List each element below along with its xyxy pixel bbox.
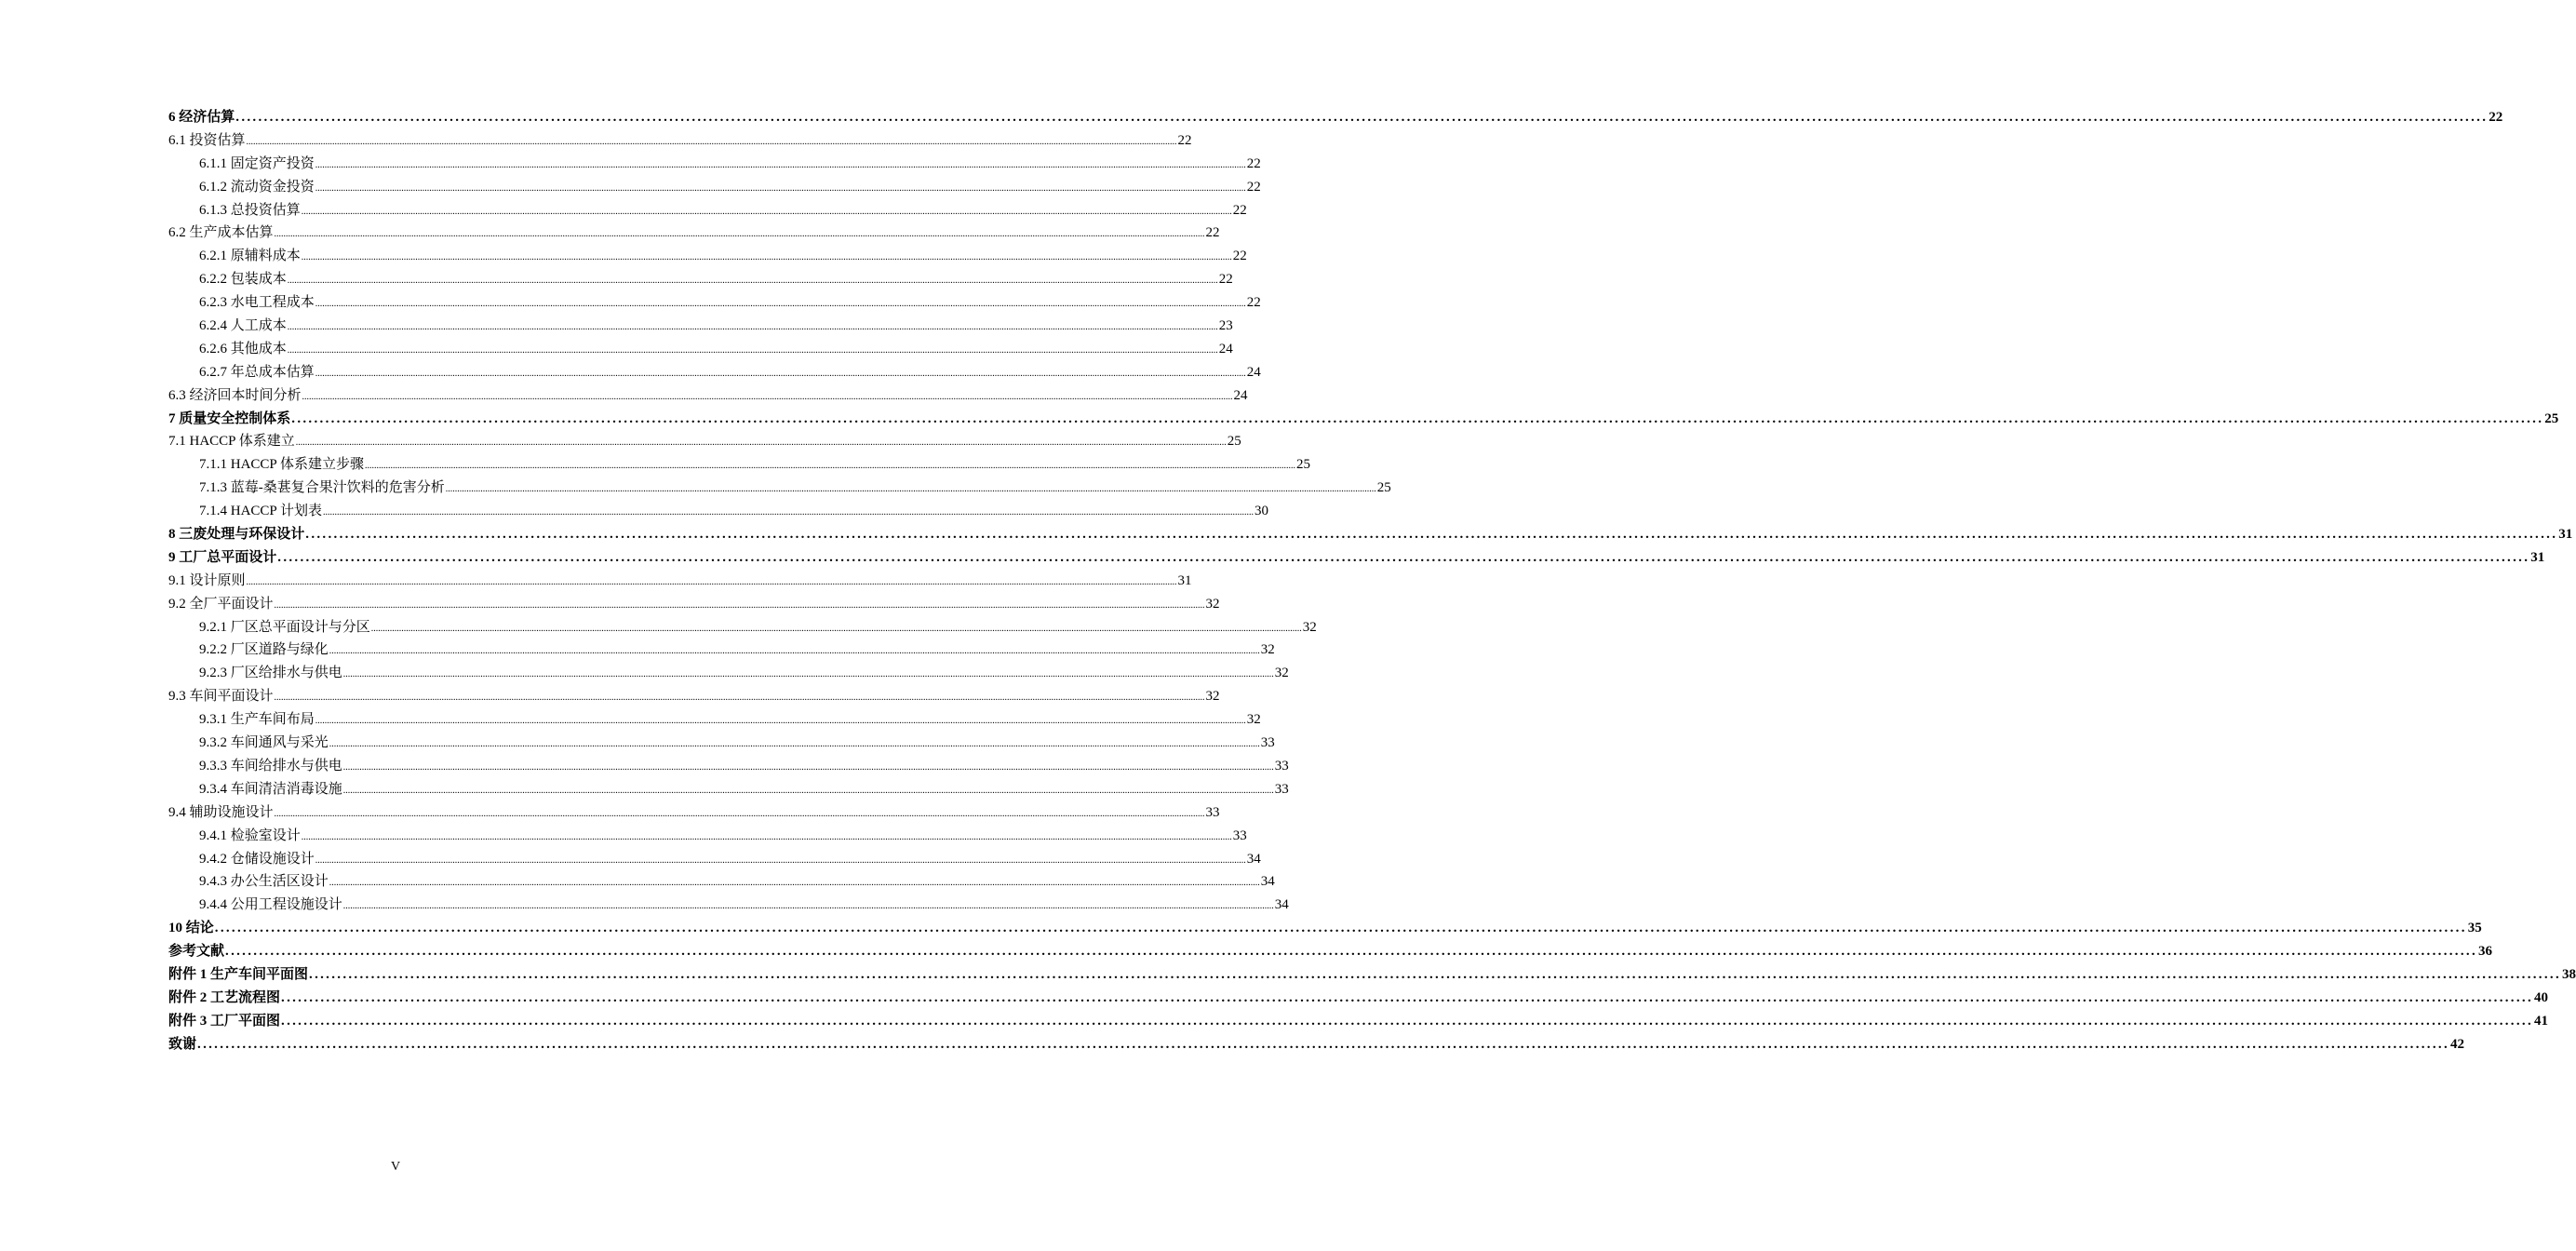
toc-dot-leader: ................................................................................................................................................................................................................................................................................................................................................................................................................ — [301, 206, 1232, 217]
toc-entry[interactable] — [168, 361, 1261, 384]
toc-entry[interactable] — [168, 870, 1275, 894]
toc-entry-page: 33 — [1274, 758, 1289, 773]
toc-dot-leader: ................................................................................................................................................................................................................................................................................................................................................................................................................ — [274, 599, 1205, 611]
toc-entry-title: 9.4.2 仓储设施设计 — [199, 851, 315, 867]
toc-entry-title: 6.2 生产成本估算 — [168, 225, 274, 241]
toc-entry-title: 9.1 设计原则 — [168, 572, 246, 588]
toc-entry-page: 34 — [1260, 874, 1275, 890]
toc-entry[interactable] — [168, 384, 1248, 408]
toc-entry-page: 32 — [1302, 619, 1317, 635]
toc-entry-title: 6.3 经济回本时间分析 — [168, 387, 302, 403]
toc-entry-page: 32 — [1246, 712, 1261, 728]
toc-entry[interactable] — [168, 593, 1220, 616]
toc-entry-page: 40 — [2534, 989, 2549, 1005]
toc-dot-leader: ................................................................................................................................................................................................................................................................................................................................................................................................................ — [274, 693, 1205, 704]
toc-dot-leader: ................................................................................................................................................................................................................................................................................................................................................................................................................ — [302, 391, 1233, 402]
toc-dot-leader: ................................................................................................................................................................................................................................................................................................................................................................................................................ — [315, 159, 1246, 170]
toc-entry[interactable] — [168, 477, 1391, 500]
toc-entry[interactable] — [168, 500, 1268, 523]
toc-entry-title: 9.3.3 车间给排水与供电 — [199, 758, 342, 773]
toc-dot-leader: ................................................................................................................................................................................................................................................................................................................................................................................................................ — [287, 276, 1218, 287]
toc-entry-page: 42 — [2450, 1036, 2465, 1052]
toc-entry-title: 附件 1 生产车间平面图 — [168, 966, 309, 982]
toc-entry[interactable] — [168, 987, 2549, 1010]
toc-entry-page: 33 — [1232, 827, 1247, 843]
toc-entry-title: 9.2.2 厂区道路与绿化 — [199, 642, 329, 658]
toc-entry-title: 9 工厂总平面设计 — [168, 549, 277, 565]
toc-entry[interactable] — [168, 778, 1289, 801]
toc-entry-title: 6.1.3 总投资估算 — [199, 202, 301, 218]
toc-entry-title: 参考文献 — [168, 944, 225, 960]
toc-entry-title: 7.1.3 蓝莓-桑葚复合果汁饮料的危害分析 — [199, 480, 445, 496]
toc-entry-page: 31 — [1177, 572, 1192, 588]
toc-entry-title: 9.2.1 厂区总平面设计与分区 — [199, 619, 370, 635]
toc-entry-page: 24 — [1233, 387, 1248, 403]
toc-dot-leader: ................................................................................................................................................................................................................................................................................................................................................................................................................ — [225, 944, 2478, 960]
toc-dot-leader: ................................................................................................................................................................................................................................................................................................................................................................................................................ — [322, 507, 1254, 518]
toc-entry-page: 32 — [1205, 596, 1220, 612]
toc-entry-page: 36 — [2478, 944, 2493, 960]
toc-dot-leader: ................................................................................................................................................................................................................................................................................................................................................................................................................ — [281, 989, 2534, 1005]
toc-dot-leader: ................................................................................................................................................................................................................................................................................................................................................................................................................ — [329, 646, 1260, 657]
toc-dot-leader: ................................................................................................................................................................................................................................................................................................................................................................................................................ — [287, 344, 1218, 356]
toc-entry[interactable] — [168, 430, 1241, 453]
toc-entry-page: 22 — [1246, 179, 1261, 195]
toc-entry-title: 7 质量安全控制体系 — [168, 410, 291, 426]
toc-entry[interactable] — [168, 662, 1289, 685]
toc-entry[interactable] — [168, 732, 1275, 755]
toc-entry-title: 6.2.7 年总成本估算 — [199, 364, 315, 380]
toc-dot-leader: ................................................................................................................................................................................................................................................................................................................................................................................................................ — [315, 854, 1246, 866]
toc-entry-page: 25 — [1376, 480, 1391, 496]
toc-entry-title: 6 经济估算 — [168, 110, 235, 125]
toc-entry[interactable] — [168, 408, 2559, 431]
toc-entry-title: 6.2.6 其他成本 — [199, 341, 287, 356]
toc-dot-leader: ................................................................................................................................................................................................................................................................................................................................................................................................................ — [295, 437, 1227, 449]
toc-entry-page: 30 — [1254, 504, 1268, 519]
toc-entry[interactable] — [168, 1010, 2549, 1033]
toc-entry[interactable] — [168, 338, 1233, 361]
toc-dot-leader: ................................................................................................................................................................................................................................................................................................................................................................................................................ — [301, 252, 1232, 263]
toc-entry-title: 9.2 全厂平面设计 — [168, 596, 274, 612]
toc-entry-title: 6.1.1 固定资产投资 — [199, 155, 315, 171]
toc-entry-page: 24 — [1246, 364, 1261, 380]
toc-entry-title: 7.1.4 HACCP 计划表 — [199, 504, 322, 519]
toc-entry-title: 9.3 车间平面设计 — [168, 689, 274, 705]
toc-dot-leader: ................................................................................................................................................................................................................................................................................................................................................................................................................ — [305, 527, 2558, 543]
toc-entry-title: 8 三废处理与环保设计 — [168, 527, 305, 543]
toc-entry[interactable] — [168, 848, 1261, 871]
toc-dot-leader: ................................................................................................................................................................................................................................................................................................................................................................................................................ — [342, 901, 1274, 912]
toc-entry-title: 9.4.3 办公生活区设计 — [199, 874, 329, 890]
toc-entry[interactable] — [168, 963, 2576, 987]
toc-entry-title: 9.3.1 生产车间布局 — [199, 712, 315, 728]
toc-entry[interactable] — [168, 268, 1233, 291]
toc-entry-page: 35 — [2467, 921, 2482, 936]
toc-entry-title: 6.2.2 包装成本 — [199, 272, 287, 288]
toc-entry[interactable] — [168, 153, 1261, 176]
toc-entry-page: 31 — [2530, 549, 2545, 565]
toc-dot-leader: ................................................................................................................................................................................................................................................................................................................................................................................................................ — [197, 1036, 2450, 1052]
toc-dot-leader: ................................................................................................................................................................................................................................................................................................................................................................................................................ — [287, 322, 1218, 333]
toc-dot-leader: ................................................................................................................................................................................................................................................................................................................................................................................................................ — [214, 921, 2467, 936]
toc-dot-leader: ................................................................................................................................................................................................................................................................................................................................................................................................................ — [329, 878, 1260, 889]
toc-dot-leader: ................................................................................................................................................................................................................................................................................................................................................................................................................ — [281, 1013, 2534, 1029]
toc-entry[interactable] — [168, 453, 1310, 477]
toc-entry-page: 22 — [1205, 225, 1220, 241]
toc-entry-title: 10 结论 — [168, 921, 214, 936]
toc-entry-page: 22 — [1246, 295, 1261, 311]
toc-entry[interactable] — [168, 245, 1247, 268]
toc-entry-title: 6.1.2 流动资金投资 — [199, 179, 315, 195]
toc-entry-title: 7.1.1 HACCP 体系建立步骤 — [199, 457, 364, 473]
toc-entry[interactable] — [168, 616, 1317, 639]
toc-entry-page: 33 — [1274, 781, 1289, 797]
toc-entry-title: 6.1 投资估算 — [168, 132, 246, 148]
toc-entry-page: 23 — [1218, 318, 1233, 334]
toc-entry[interactable] — [168, 708, 1261, 732]
toc-entry[interactable] — [168, 176, 1261, 199]
toc-dot-leader: ................................................................................................................................................................................................................................................................................................................................................................................................................ — [277, 549, 2530, 565]
toc-dot-leader: ................................................................................................................................................................................................................................................................................................................................................................................................................ — [315, 182, 1246, 194]
toc-entry[interactable] — [168, 222, 1220, 245]
table-of-contents — [168, 106, 2576, 1056]
toc-entry[interactable] — [168, 570, 1192, 593]
toc-dot-leader: ................................................................................................................................................................................................................................................................................................................................................................................................................ — [301, 831, 1232, 842]
toc-entry-page: 33 — [1205, 804, 1220, 820]
toc-dot-leader: ................................................................................................................................................................................................................................................................................................................................................................................................................ — [315, 368, 1246, 379]
toc-entry[interactable] — [168, 291, 1261, 315]
toc-dot-leader: ................................................................................................................................................................................................................................................................................................................................................................................................................ — [342, 761, 1274, 773]
toc-entry[interactable] — [168, 106, 2503, 129]
toc-entry-title: 6.2.4 人工成本 — [199, 318, 287, 334]
toc-entry-title: 6.2.3 水电工程成本 — [199, 295, 315, 311]
toc-dot-leader: ................................................................................................................................................................................................................................................................................................................................................................................................................ — [309, 966, 2562, 982]
toc-dot-leader: ................................................................................................................................................................................................................................................................................................................................................................................................................ — [246, 576, 1177, 587]
toc-entry-title: 9.4 辅助设施设计 — [168, 804, 274, 820]
toc-entry-page: 24 — [1218, 341, 1233, 356]
toc-entry-page: 25 — [2544, 410, 2559, 426]
toc-dot-leader: ................................................................................................................................................................................................................................................................................................................................................................................................................ — [291, 410, 2544, 426]
toc-entry[interactable] — [168, 801, 1220, 825]
toc-entry-page: 25 — [1227, 434, 1241, 450]
toc-dot-leader: ................................................................................................................................................................................................................................................................................................................................................................................................................ — [342, 785, 1274, 796]
toc-entry-page: 22 — [1246, 155, 1261, 171]
toc-dot-leader: ................................................................................................................................................................................................................................................................................................................................................................................................................ — [274, 229, 1205, 240]
toc-entry-title: 致谢 — [168, 1036, 197, 1052]
toc-entry-page: 31 — [2558, 527, 2573, 543]
page-number: V — [390, 1160, 401, 1174]
toc-entry-page: 32 — [1260, 642, 1275, 658]
toc-entry[interactable] — [168, 199, 1247, 222]
toc-dot-leader: ................................................................................................................................................................................................................................................................................................................................................................................................................ — [315, 299, 1246, 310]
toc-dot-leader: ................................................................................................................................................................................................................................................................................................................................................................................................................ — [342, 669, 1274, 680]
toc-entry-page: 34 — [1246, 851, 1261, 867]
toc-dot-leader: ................................................................................................................................................................................................................................................................................................................................................................................................................ — [246, 136, 1177, 147]
toc-entry[interactable] — [168, 917, 2482, 940]
toc-entry-page: 33 — [1260, 735, 1275, 751]
toc-entry-page: 34 — [1274, 897, 1289, 913]
toc-dot-leader: ................................................................................................................................................................................................................................................................................................................................................................................................................ — [235, 110, 2489, 125]
toc-dot-leader: ................................................................................................................................................................................................................................................................................................................................................................................................................ — [315, 716, 1246, 727]
toc-entry-page: 22 — [1177, 132, 1192, 148]
toc-entry-page: 32 — [1205, 689, 1220, 705]
toc-dot-leader: ................................................................................................................................................................................................................................................................................................................................................................................................................ — [370, 623, 1302, 634]
toc-entry-title: 9.3.4 车间清洁消毒设施 — [199, 781, 342, 797]
toc-entry-title: 9.4.4 公用工程设施设计 — [199, 897, 342, 913]
toc-entry[interactable] — [168, 755, 1289, 778]
toc-entry-page: 32 — [1274, 666, 1289, 681]
toc-entry[interactable] — [168, 546, 2545, 570]
toc-entry-page: 22 — [2489, 110, 2503, 125]
toc-entry[interactable] — [168, 639, 1275, 662]
toc-entry-title: 9.3.2 车间通风与采光 — [199, 735, 329, 751]
toc-entry[interactable] — [168, 315, 1233, 338]
toc-entry[interactable] — [168, 940, 2493, 963]
toc-entry[interactable] — [168, 685, 1220, 708]
toc-dot-leader: ................................................................................................................................................................................................................................................................................................................................................................................................................ — [445, 484, 1376, 495]
toc-entry-title: 7.1 HACCP 体系建立 — [168, 434, 295, 450]
toc-entry[interactable] — [168, 894, 1289, 917]
toc-entry-title: 9.4.1 检验室设计 — [199, 827, 301, 843]
toc-entry-title: 6.2.1 原辅料成本 — [199, 249, 301, 264]
toc-dot-leader: ................................................................................................................................................................................................................................................................................................................................................................................................................ — [329, 739, 1260, 750]
toc-entry-title: 附件 3 工厂平面图 — [168, 1013, 281, 1029]
toc-entry-page: 22 — [1232, 202, 1247, 218]
toc-dot-leader: ................................................................................................................................................................................................................................................................................................................................................................................................................ — [274, 808, 1205, 819]
toc-entry[interactable] — [168, 129, 1192, 153]
toc-entry[interactable] — [168, 825, 1247, 848]
toc-entry[interactable] — [168, 1033, 2465, 1056]
toc-entry-page: 25 — [1295, 457, 1310, 473]
toc-entry-page: 22 — [1232, 249, 1247, 264]
toc-dot-leader: ................................................................................................................................................................................................................................................................................................................................................................................................................ — [364, 461, 1295, 472]
toc-entry-title: 附件 2 工艺流程图 — [168, 989, 281, 1005]
toc-entry-page: 41 — [2534, 1013, 2549, 1029]
toc-entry-page: 38 — [2562, 966, 2576, 982]
toc-entry[interactable] — [168, 523, 2573, 546]
toc-entry-title: 9.2.3 厂区给排水与供电 — [199, 666, 342, 681]
toc-entry-page: 22 — [1218, 272, 1233, 288]
